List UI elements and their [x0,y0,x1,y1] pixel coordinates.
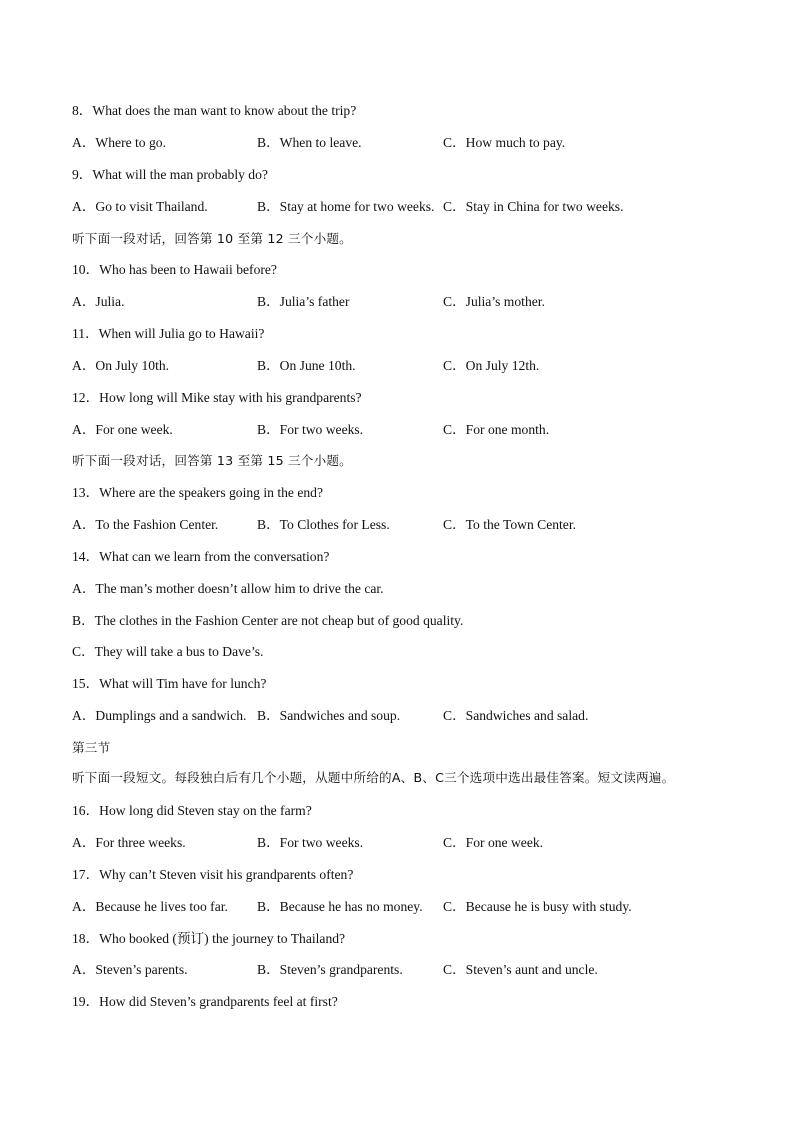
option-a: A．For one week. [72,422,173,437]
option-b: B．When to leave. [257,135,362,150]
option-a: A．Dumplings and a sandwich. [72,708,247,723]
option-a: A．For three weeks. [72,835,186,850]
question-text: A．The man’s mother doesn’t allow him to drive the car. [72,581,384,596]
section-instruction: 听下面一段对话，回答第 13 至第 15 三个小题。 [72,453,352,468]
option-c: C．For one week. [443,835,544,850]
option-c: C．For one month. [443,422,550,437]
question-text: 14．What can we learn from the conversation? [72,549,330,564]
options-row [72,960,754,980]
question-text: 15．What will Tim have for lunch? [72,676,267,691]
section-instruction: 听下面一段短文。每段独白后有几个小题，从题中所给的A、B、C三个选项中选出最佳答案。短文读两遍。 [72,770,675,785]
option-b: B．On June 10th. [257,358,356,373]
options-row [72,515,754,535]
options-row [72,897,754,917]
option-c: C．Sandwiches and salad. [443,708,589,723]
option-c: C．Steven’s aunt and uncle. [443,962,598,977]
question-text: 19．How did Steven’s grandparents feel at first? [72,994,338,1009]
question-text: B．The clothes in the Fashion Center are not cheap but of good quality. [72,613,464,628]
question-text: 12．How long will Mike stay with his grandparents? [72,390,362,405]
question-text: 13．Where are the speakers going in the end? [72,485,324,500]
option-b: B．For two weeks. [257,422,364,437]
options-row [72,292,754,312]
section-instruction: 听下面一段对话，回答第 10 至第 12 三个小题。 [72,231,352,246]
option-b: B．Stay at home for two weeks. [257,199,435,214]
option-c: C．Because he is busy with study. [443,899,632,914]
question-text: 18．Who booked (预订) the journey to Thailand? [72,931,346,946]
option-a: A．To the Fashion Center. [72,517,219,532]
question-text: 16．How long did Steven stay on the farm? [72,803,312,818]
option-b: B．Julia’s father [257,294,350,309]
option-c: C．Julia’s mother. [443,294,545,309]
question-text: 8．What does the man want to know about the trip? [72,103,357,118]
option-a: A．Steven’s parents. [72,962,188,977]
section-instruction: 第三节 [72,740,111,755]
options-row [72,197,754,217]
options-row [72,706,754,726]
option-b: B．For two weeks. [257,835,364,850]
option-b: B．Because he has no money. [257,899,423,914]
options-row [72,420,754,440]
option-b: B．Sandwiches and soup. [257,708,401,723]
option-a: A．Because he lives too far. [72,899,228,914]
option-a: A．On July 10th. [72,358,170,373]
option-b: B．Steven’s grandparents. [257,962,403,977]
question-text: 9．What will the man probably do? [72,167,268,182]
options-row [72,833,754,853]
options-row [72,133,754,153]
option-c: C．How much to pay. [443,135,566,150]
question-text: C．They will take a bus to Dave’s. [72,644,264,659]
options-row [72,356,754,376]
option-b: B．To Clothes for Less. [257,517,390,532]
option-c: C．Stay in China for two weeks. [443,199,624,214]
question-text: 11．When will Julia go to Hawaii? [72,326,265,341]
option-a: A．Julia. [72,294,125,309]
option-c: C．To the Town Center. [443,517,577,532]
question-text: 10．Who has been to Hawaii before? [72,262,277,277]
option-a: A．Go to visit Thailand. [72,199,208,214]
question-text: 17．Why can’t Steven visit his grandparents often? [72,867,354,882]
option-c: C．On July 12th. [443,358,540,373]
option-a: A．Where to go. [72,135,166,150]
